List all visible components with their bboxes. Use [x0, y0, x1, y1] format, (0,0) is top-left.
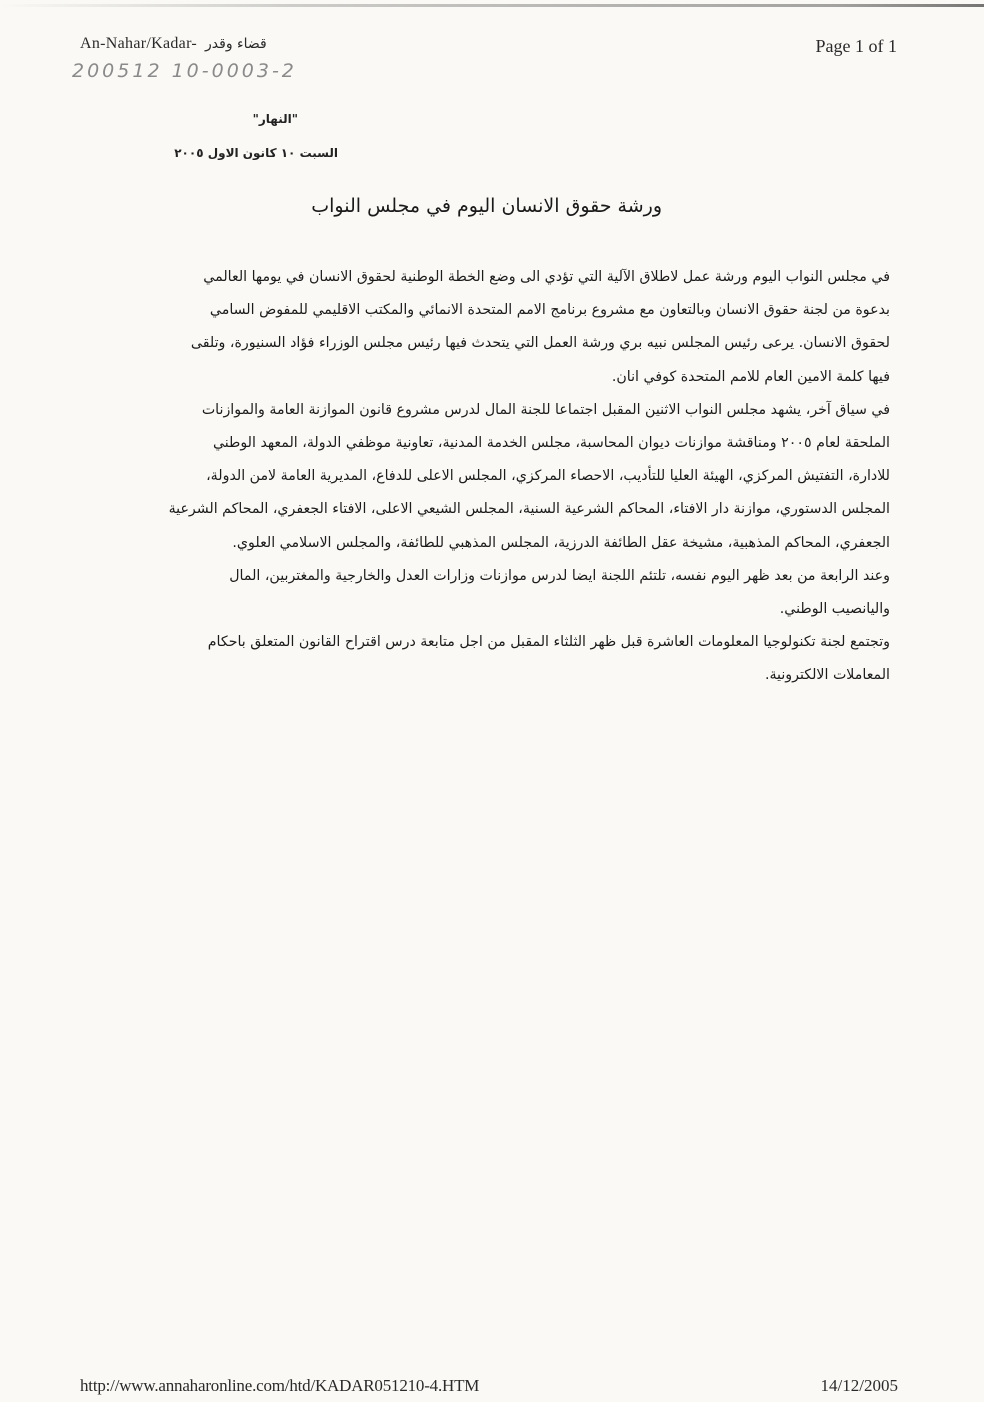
page-indicator: Page 1 of 1 [815, 36, 897, 56]
scan-top-edge [0, 4, 984, 7]
body-line: بدعوة من لجنة حقوق الانسان وبالتعاون مع مشروع برنامج الامم المتحدة الانمائي والمكتب الاقليمي للمفوض السامي [209, 302, 890, 319]
newspaper-name: "النهار" [252, 112, 298, 126]
body-line: المعاملات الالكترونية. [764, 667, 890, 684]
body-line: المجلس الدستوري، موازنة دار الافتاء، المحاكم الشرعية السنية، المجلس الشيعي الاعلى، الافتاء الجعفري، المحاكم الشرعية [168, 501, 890, 518]
body-line: الجعفري، المحاكم المذهبية، مشيخة عقل الطائفة الدرزية، المجلس المذهبي للطائفة، والمجلس الاسلامي العلوي. [232, 534, 890, 551]
header-source-latin: An-Nahar/Kadar- [80, 35, 198, 52]
body-line: وتجتمع لجنة تكنولوجيا المعلومات العاشرة قبل ظهر الثلثاء المقبل من اجل متابعة درس اقتراح القانون المتعلق باحكام [207, 634, 890, 651]
footer-url: http://www.annaharonline.com/htd/KADAR051210-4.HTM [80, 1376, 480, 1395]
body-line: للادارة، التفتيش المركزي، الهيئة العليا للتأديب، الاحصاء المركزي، المجلس الاعلى للدفاع، المديرية العامة لامن الدولة، [206, 468, 890, 485]
body-line: في مجلس النواب اليوم ورشة عمل لاطلاق الآلية التي تؤدي الى وضع الخطة الوطنية لحقوق الانسان في يومها العالمي [203, 269, 890, 285]
footer-print-date: 14/12/2005 [820, 1376, 898, 1395]
body-line: الملحقة لعام ٢٠٠٥ ومناقشة موازنات ديوان المحاسبة، مجلس الخدمة المدنية، تعاونية موظفي الدولة، المعهد الوطني [212, 435, 890, 452]
body-line: فيها كلمة الامين العام للامم المتحدة كوفي انان. [611, 368, 890, 385]
header-source-arabic: قضاء وقدر [205, 36, 267, 52]
article-title: ورشة حقوق الانسان اليوم في مجلس النواب [311, 195, 662, 217]
body-line: وعند الرابعة من بعد ظهر اليوم نفسه، تلتئم اللجنة ايضا لدرس موازنات وزارات العدل والخارجية والمغتربين، المال [229, 567, 890, 584]
header-source [80, 35, 267, 53]
article-date: السبت ١٠ كانون الاول ٢٠٠٥ [174, 146, 338, 160]
article-body [90, 261, 890, 693]
body-line: في سياق آخر، يشهد مجلس النواب الاثنين المقبل اجتماعا للجنة المال لدرس مشروع قانون الموازنة العامة والموازنات [201, 401, 890, 418]
body-line: واليانصيب الوطني. [779, 601, 890, 618]
body-line: لحقوق الانسان. يرعى رئيس المجلس نبيه بري ورشة العمل التي يتحدث فيها رئيس مجلس الوزراء فؤاد السنيورة، وتلقى [190, 335, 890, 352]
handwritten-reference: 200512 10-0003-2 [72, 60, 297, 82]
